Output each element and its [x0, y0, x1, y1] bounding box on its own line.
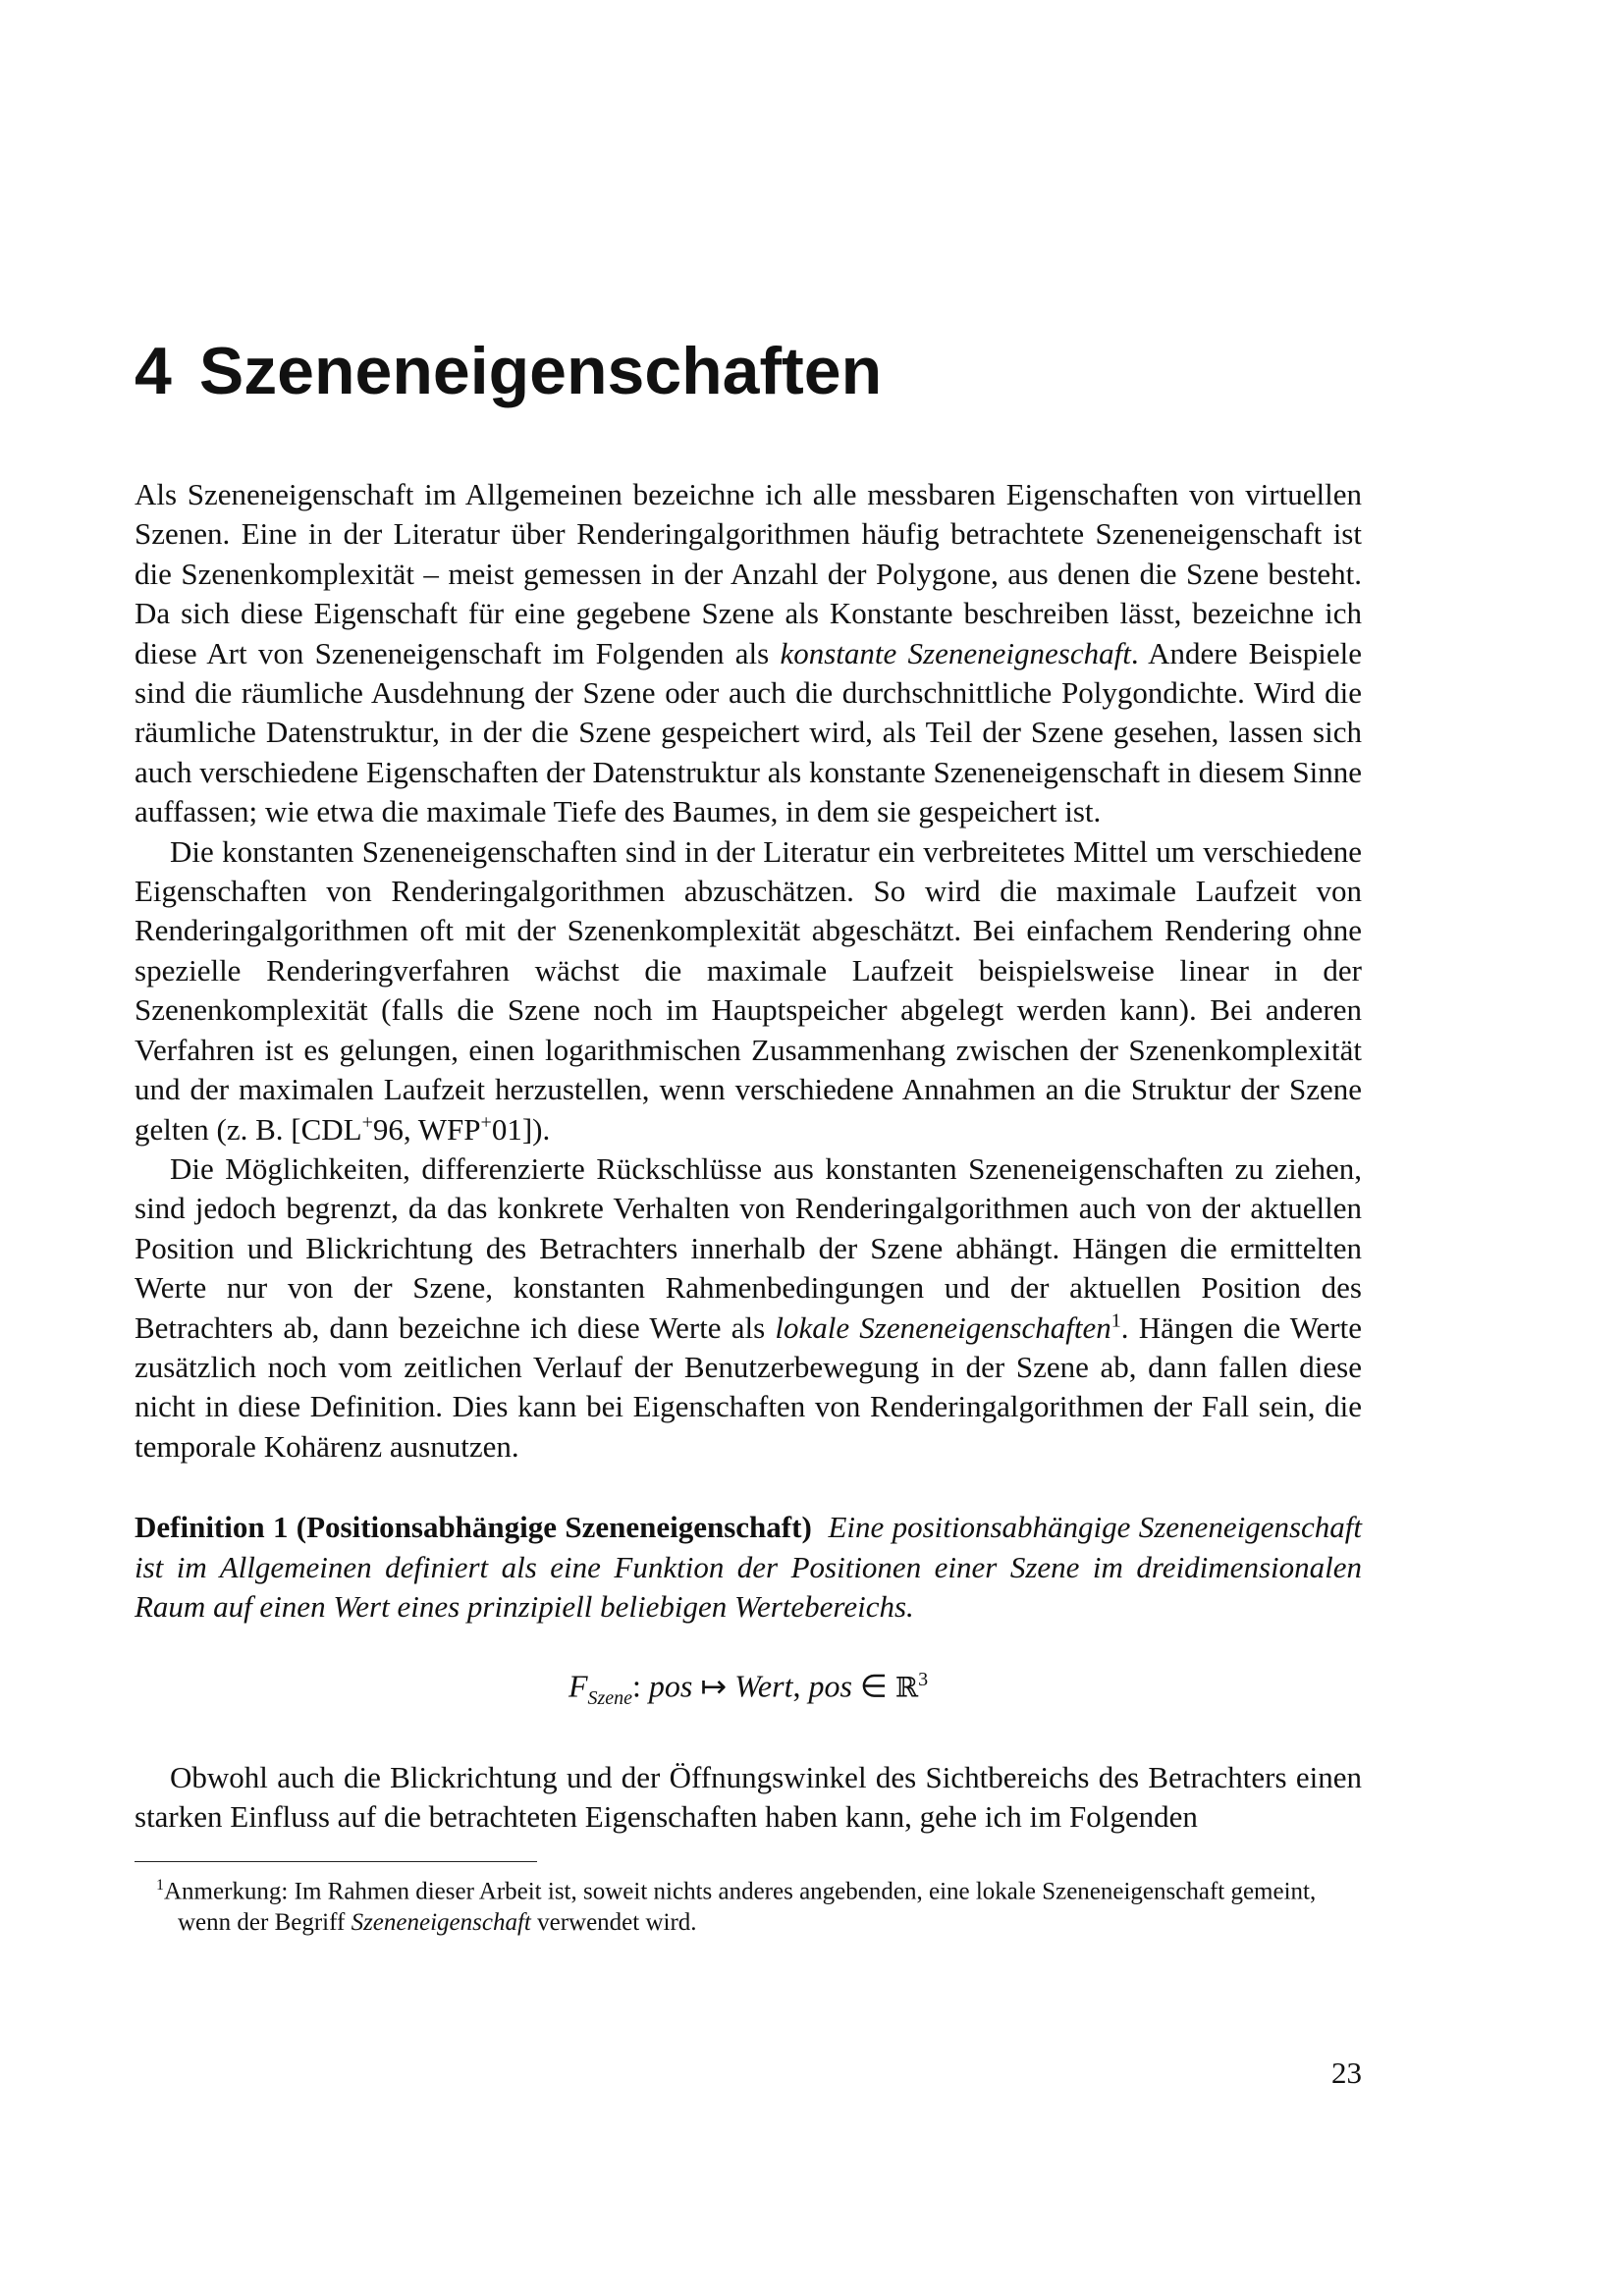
- footnote: [135, 1870, 1362, 1939]
- footnote-text-a: Anmerkung: Im Rahmen dieser Arbeit ist, soweit nichts anderes angebenden, eine lokale Szeneneigenschaft gemeint, wenn der Begriff: [164, 1878, 1317, 1937]
- paragraph-1: [135, 475, 1362, 832]
- paragraph-1-emphasis: konstante Szeneneigneschaft: [780, 635, 1131, 670]
- equation-variable: pos: [808, 1669, 852, 1705]
- footnote-reference: 1: [1110, 1309, 1121, 1332]
- paragraph-2-text-c: 01]).: [491, 1111, 551, 1147]
- paragraph-4: [135, 1758, 1362, 1838]
- paragraph-3-text-b: . Hängen die Werte zusätzlich noch vom zeitlichen Verlauf der Benutzerbewegung in der Szene ab, dann fallen diese nicht in diese Definition. Dies kann bei Eigenschaften von Renderingalgorithmen der Fall sein, die temporale Kohärenz ausnutzen.: [135, 1309, 1362, 1464]
- equation-reals: ℝ: [894, 1672, 919, 1705]
- paragraph-2-text-b: 96, WFP: [372, 1111, 481, 1147]
- chapter-number: 4: [135, 334, 172, 408]
- paragraph-2-text-a: Die konstanten Szeneneigenschaften sind in der Literatur ein verbreitetes Mittel um verschiedene Eigenschaften von Renderingalgorithmen abzuschätzen. So wird die maximale Laufzeit von Renderingalgorithmen oft mit der Szenenkomplexität abgeschätzt. Bei einfachem Rendering ohne spezielle Renderingverfahren wächst die maximale Laufzeit beispielsweise linear in der Szenenkomplexität (falls die Szene noch im Hauptspeicher abgelegt werden kann). Bei anderen Verfahren ist es gelungen, einen logarithmischen Zusammenhang zwischen der Szenenkomplexität und der maximalen Laufzeit herzustellen, wenn verschiedene Annahmen an die Struktur der Szene gelten (z. B. [CDL: [135, 833, 1362, 1147]
- equation-comma: ,: [792, 1669, 801, 1705]
- equation-variable: pos: [648, 1669, 693, 1705]
- definition-body: Eine positionsabhängige Szeneneigenschaft ist im Allgemeinen definiert als eine Funktion der Positionen einer Szene im dreidimensionalen Raum auf einen Wert eines prinzipiell beliebigen Wertebereichs.: [135, 1510, 1362, 1624]
- chapter-title-text: Szeneneigenschaften: [198, 334, 883, 408]
- equation: [135, 1660, 1362, 1718]
- equation-exponent: 3: [918, 1669, 929, 1691]
- citation-superscript: +: [361, 1111, 373, 1134]
- body-text: [135, 475, 1362, 1838]
- chapter-title: [135, 332, 882, 410]
- page-number: 23: [1331, 2056, 1362, 2090]
- footnote-text-b: verwendet wird.: [530, 1909, 697, 1937]
- paragraph-3: [135, 1149, 1362, 1467]
- paragraph-4-text: Obwohl auch die Blickrichtung und der Öffnungswinkel des Sichtbereichs des Betrachters einen starken Einfluss auf die betrachteten Eigenschaften haben kann, gehe ich im Folgenden: [135, 1759, 1362, 1835]
- equation-function: F: [568, 1669, 588, 1705]
- footnote-emphasis: Szeneneigenschaft: [351, 1909, 531, 1937]
- definition-block: [135, 1508, 1362, 1627]
- paragraph-3-emphasis: lokale Szeneneigenschaften: [775, 1309, 1111, 1345]
- paragraph-2: [135, 832, 1362, 1149]
- equation-element-of: ∈: [859, 1669, 888, 1705]
- paragraph-1-text-b: . Andere Beispiele sind die räumliche Ausdehnung der Szene oder auch die durchschnittliche Polygondichte. Wird die räumliche Datenstruktur, in der die Szene gespeichert wird, als Teil der Szene gesehen, lassen sich auch verschiedene Eigenschaften der Datenstruktur als konstante Szeneneigenschaft in diesem Sinne auffassen; wie etwa die maximale Tiefe des Baumes, in dem sie gespeichert ist.: [135, 635, 1362, 829]
- definition-heading: Definition 1 (Positionsabhängige Szeneneigenschaft): [135, 1510, 812, 1545]
- paragraph-1-text-a: Als Szeneneigenschaft im Allgemeinen bezeichne ich alle messbaren Eigenschaften von virtuellen Szenen. Eine in der Literatur über Renderingalgorithmen häufig betrachtete Szeneneigenschaft ist die Szenenkomplexität – meist gemessen in der Anzahl der Polygone, aus denen die Szene besteht. Da sich diese Eigenschaft für eine gegebene Szene als Konstante beschreiben lässt, bezeichne ich diese Art von Szeneneigenschaft im Folgenden als: [135, 477, 1362, 670]
- citation-superscript: +: [480, 1111, 492, 1134]
- paragraph-3-text-a: Die Möglichkeiten, differenzierte Rückschlüsse aus konstanten Szeneneigenschaften zu ziehen, sind jedoch begrenzt, da das konkrete Verhalten von Renderingalgorithmen auch von der aktuellen Position und Blickrichtung des Betrachters innerhalb der Szene abhängt. Hängen die ermittelten Werte nur von der Szene, konstanten Rahmenbedingungen und der aktuellen Position des Betrachters ab, dann bezeichne ich diese Werte als: [135, 1150, 1362, 1345]
- footnote-divider: [135, 1861, 537, 1862]
- equation-value: Wert: [734, 1669, 793, 1705]
- footnote-mark: 1: [156, 1877, 164, 1894]
- equation-mapsto: ↦: [700, 1669, 728, 1705]
- equation-colon: :: [632, 1669, 641, 1705]
- equation-subscript: Szene: [587, 1687, 633, 1710]
